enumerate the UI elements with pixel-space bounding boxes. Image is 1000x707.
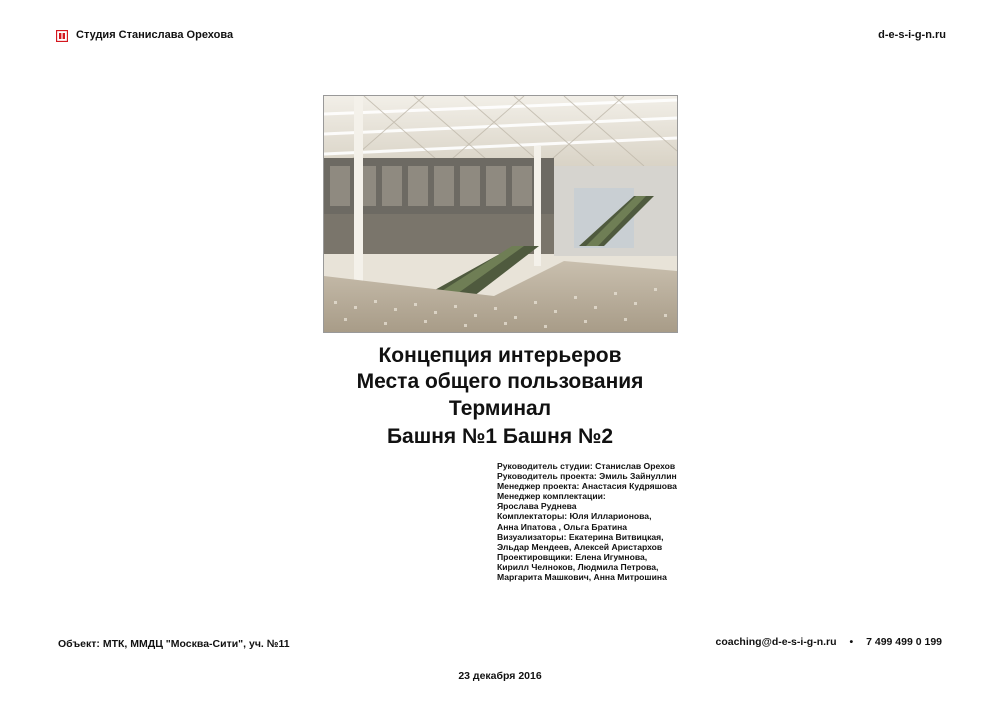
title-line-2: Места общего пользования xyxy=(356,370,644,393)
email-link[interactable]: coaching@d-e-s-i-g-n.ru xyxy=(715,636,837,648)
credit-line: Руководитель студии: Станислав Орехов xyxy=(497,461,676,471)
title-line-4: Башня №1 Башня №2 xyxy=(386,425,614,448)
credit-line: Маргарита Машкович, Анна Митрошина xyxy=(497,572,667,583)
credit-line: Ярослава Руднева xyxy=(497,501,577,512)
separator-bullet: • xyxy=(849,636,854,648)
credit-line: Руководитель проекта: Эмиль Зайнуллин xyxy=(497,471,677,482)
credit-line: Менеджер комплектации: xyxy=(497,491,606,502)
terminal-interior-image xyxy=(323,95,678,333)
title-line-1: Концепция интерьеров xyxy=(378,344,622,367)
credits-block xyxy=(497,461,697,582)
phone-number[interactable]: 7 499 499 0 199 xyxy=(866,636,942,648)
credit-line: Анна Ипатова , Ольга Братина xyxy=(497,521,628,532)
credit-line: Комплектаторы: Юля Илларионова, xyxy=(497,511,652,522)
object-info: Объект: МТК, ММДЦ "Москва-Сити", уч. №11 xyxy=(58,638,290,650)
credit-line: Кирилл Челноков, Людмила Петрова, xyxy=(497,561,659,572)
studio-logo-icon xyxy=(56,30,68,42)
credit-line: Проектировщики: Елена Игумнова, xyxy=(497,551,648,562)
site-link[interactable]: d-e-s-i-g-n.ru xyxy=(878,29,946,41)
credit-line: Менеджер проекта: Анастасия Кудряшова xyxy=(497,481,677,492)
document-date: 23 декабря 2016 xyxy=(458,670,542,682)
studio-name: Студия Станислава Орехова xyxy=(76,29,234,41)
contacts xyxy=(715,636,942,648)
credit-line: Визуализаторы: Екатерина Витвицкая, xyxy=(497,531,664,542)
credit-line: Эльдар Мендеев, Алексей Аристархов xyxy=(497,541,663,552)
title-line-3: Терминал xyxy=(448,397,552,420)
